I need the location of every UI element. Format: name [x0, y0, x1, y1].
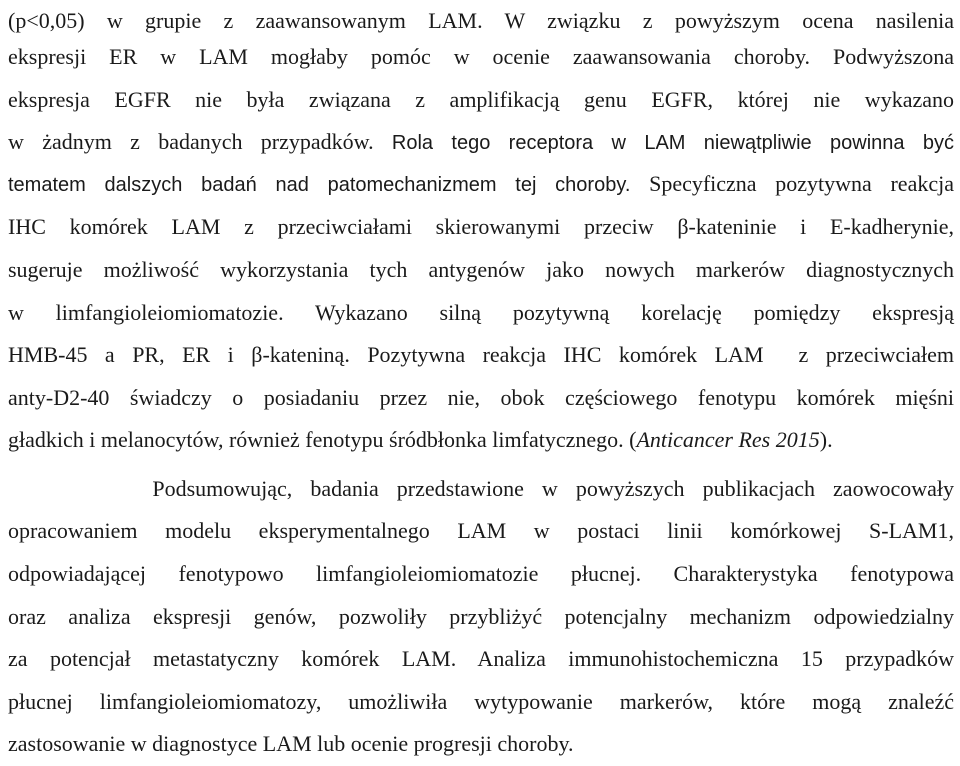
text-line	[8, 596, 954, 638]
text-line	[8, 419, 954, 461]
text-segment: w limfangioleiomiomatozie. Wykazano silną pozytywną korelację pomiędzy ekspresją	[8, 300, 954, 325]
text-segment: (p<0,05) w grupie z zaawansowanym LAM. W związku z powyższym ocena nasilenia	[8, 8, 954, 33]
text-segment: opracowaniem modelu eksperymentalnego LAM w postaci linii komórkowej S-LAM1,	[8, 518, 954, 543]
text-line	[8, 510, 954, 552]
text-line	[8, 292, 954, 334]
text-segment: Podsumowując, badania przedstawione w powyższych publikacjach zaowocowały	[8, 476, 954, 501]
text-segment: sugeruje możliwość wykorzystania tych antygenów jako nowych markerów diagnostycznych	[8, 257, 954, 282]
text-line	[8, 638, 954, 680]
text-segment: ).	[819, 427, 833, 452]
text-line	[8, 377, 954, 419]
text-segment: Rola tego receptora w LAM niewątpliwie powinna być	[391, 132, 954, 154]
text-line	[8, 553, 954, 595]
text-segment: gładkich i melanocytów, również fenotypu śródbłonka limfatycznego. (	[8, 427, 637, 452]
text-line	[8, 206, 954, 248]
text-line	[8, 723, 954, 765]
text-line	[8, 468, 954, 510]
text-line	[8, 36, 954, 78]
text-segment: Specyficzna pozytywna reakcja	[630, 171, 954, 196]
text-segment: w żadnym z badanych przypadków.	[8, 129, 392, 154]
text-segment: ekspresja EGFR nie była związana z amplifikacją genu EGFR, której nie wykazano	[8, 87, 954, 112]
text-segment: odpowiadającej fenotypowo limfangioleiomiomatozie płucnej. Charakterystyka fenotypowa	[8, 561, 954, 586]
text-line	[8, 163, 954, 205]
text-line	[8, 249, 954, 291]
text-segment: HMB-45 a PR, ER i β-kateniną. Pozytywna reakcja IHC komórek LAM z przeciwciałem	[8, 342, 954, 367]
text-line	[8, 79, 954, 121]
text-segment: ekspresji ER w LAM mogłaby pomóc w ocenie zaawansowania choroby. Podwyższona	[8, 44, 954, 69]
text-segment: IHC komórek LAM z przeciwciałami skierowanymi przeciw β-kateninie i E-kadherynie,	[8, 214, 954, 239]
text-line	[8, 334, 954, 376]
text-line	[8, 681, 954, 723]
text-line	[8, 121, 954, 163]
text-segment: anty-D2-40 świadczy o posiadaniu przez nie, obok częściowego fenotypu komórek mięśni	[8, 385, 954, 410]
text-segment: tematem dalszych badań nad patomechanizmem tej choroby.	[8, 174, 631, 196]
text-segment: Anticancer Res 2015	[636, 427, 820, 452]
text-segment: za potencjał metastatyczny komórek LAM. Analiza immunohistochemiczna 15 przypadków	[8, 646, 954, 671]
text-segment: oraz analiza ekspresji genów, pozwoliły przybliżyć potencjalny mechanizm odpowiedzialny	[8, 604, 954, 629]
text-segment: zastosowanie w diagnostyce LAM lub ocenie progresji choroby.	[8, 731, 574, 756]
text-segment: płucnej limfangioleiomiomatozy, umożliwiła wytypowanie markerów, które mogą znaleźć	[8, 689, 954, 714]
